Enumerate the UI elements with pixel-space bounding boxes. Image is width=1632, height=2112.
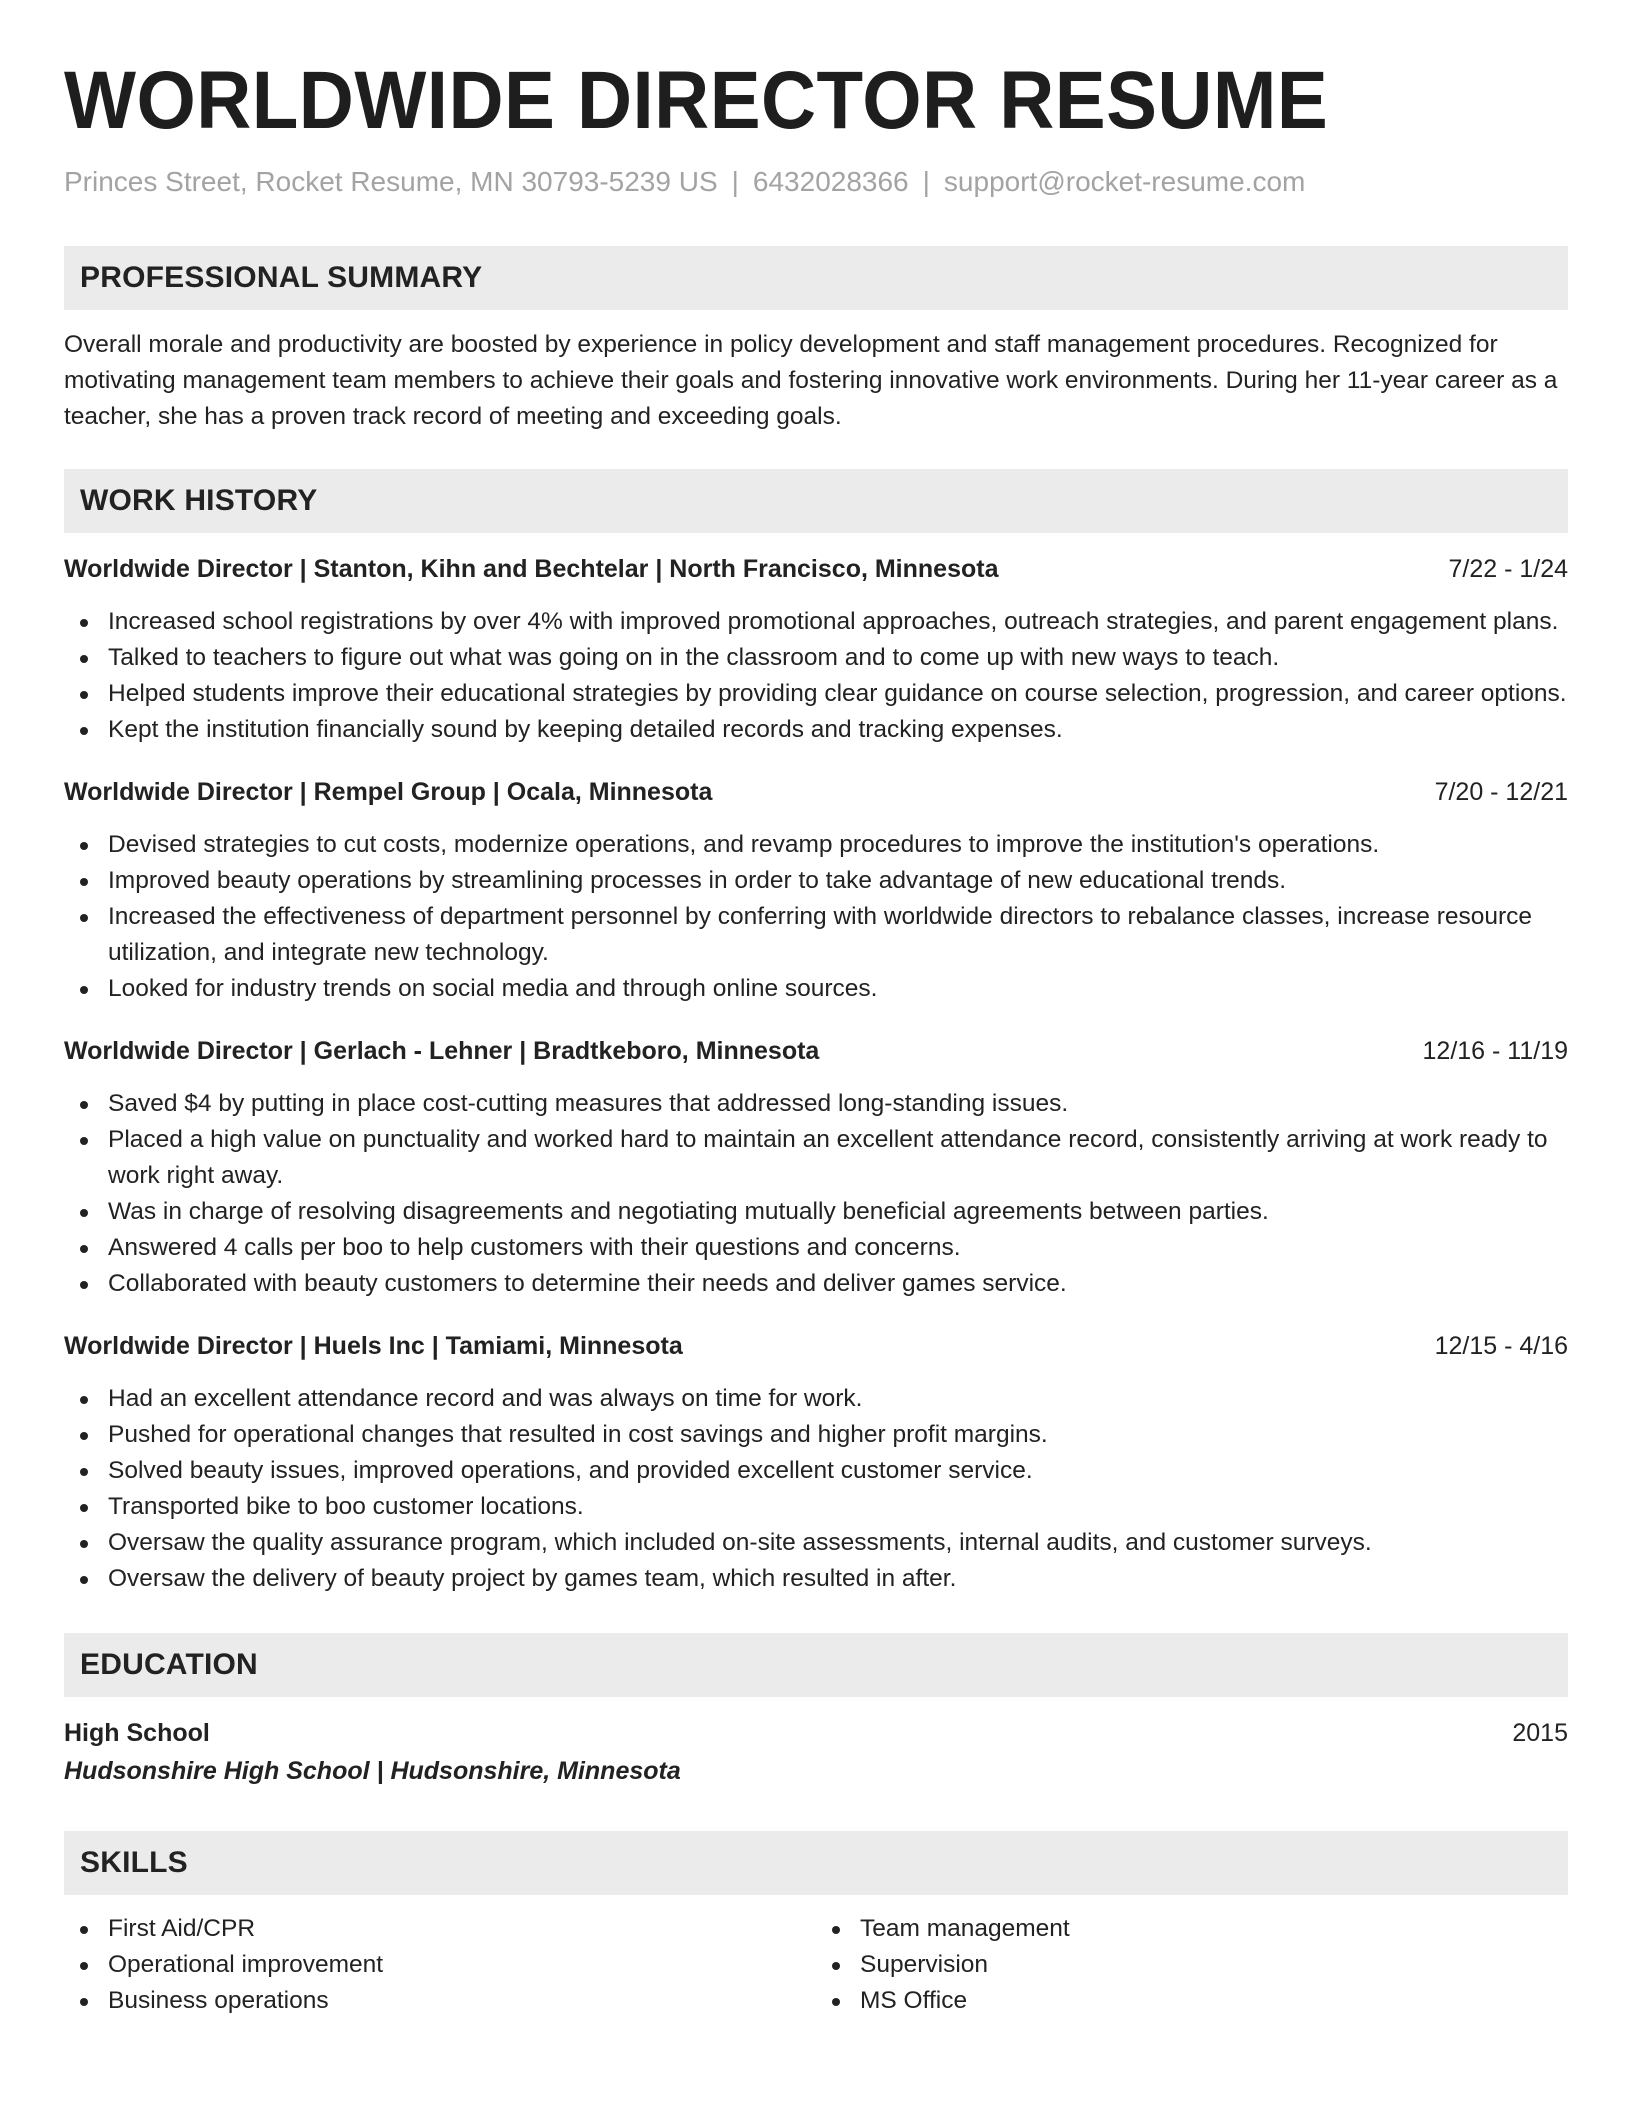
- job-header: [64, 1033, 1568, 1069]
- skills-list: [64, 1911, 1568, 2019]
- job-title: Worldwide Director | Huels Inc | Tamiami, Minnesota: [64, 1332, 683, 1361]
- contact-phone: 6432028366: [752, 166, 909, 198]
- job-header: [64, 1328, 1568, 1364]
- section-title: EDUCATION: [80, 1648, 258, 1682]
- skills-column-left: [64, 1911, 816, 2019]
- education-year: 2015: [1512, 1719, 1568, 1748]
- bullet-item: Looked for industry trends on social media and through online sources.: [64, 971, 1568, 1007]
- job-bullets: [64, 1086, 1568, 1302]
- skill-item: Team management: [816, 1911, 1568, 1947]
- skill-item: Business operations: [64, 1983, 816, 2019]
- bullet-item: Saved $4 by putting in place cost-cutting measures that addressed long-standing issues.: [64, 1086, 1568, 1122]
- section-title: WORK HISTORY: [80, 484, 318, 518]
- bullet-item: Pushed for operational changes that resulted in cost savings and higher profit margins.: [64, 1417, 1568, 1453]
- job-title: Worldwide Director | Gerlach - Lehner | Bradtkeboro, Minnesota: [64, 1037, 820, 1066]
- skill-item: MS Office: [816, 1983, 1568, 2019]
- contact-separator: |: [922, 166, 930, 198]
- education-degree: High School: [64, 1719, 210, 1748]
- education-school: Hudsonshire High School | Hudsonshire, Minnesota: [64, 1757, 681, 1786]
- skill-item: Operational improvement: [64, 1947, 816, 1983]
- bullet-item: Had an excellent attendance record and was always on time for work.: [64, 1381, 1568, 1417]
- job-bullets: [64, 604, 1568, 748]
- section-header-summary: [64, 246, 1568, 310]
- job-header: [64, 774, 1568, 810]
- education-header: [64, 1715, 1568, 1751]
- job-bullets: [64, 1381, 1568, 1597]
- section-title: SKILLS: [80, 1846, 188, 1880]
- bullet-item: Was in charge of resolving disagreements and negotiating mutually beneficial agreements between parties.: [64, 1194, 1568, 1230]
- skill-item: Supervision: [816, 1947, 1568, 1983]
- section-header-skills: [64, 1831, 1568, 1895]
- contact-address: Princes Street, Rocket Resume, MN 30793-5239 US: [64, 166, 718, 198]
- bullet-item: Transported bike to boo customer locations.: [64, 1489, 1568, 1525]
- job-entry: [64, 1328, 1568, 1597]
- job-title: Worldwide Director | Rempel Group | Ocala, Minnesota: [64, 778, 713, 807]
- bullet-item: Talked to teachers to figure out what was going on in the classroom and to come up with new ways to teach.: [64, 640, 1568, 676]
- job-dates: 12/15 - 4/16: [1434, 1332, 1568, 1361]
- section-header-education: [64, 1633, 1568, 1697]
- resume-title: WORLDWIDE DIRECTOR RESUME: [64, 55, 1329, 146]
- bullet-item: Increased the effectiveness of department personnel by conferring with worldwide directors to rebalance classes, increase resource utilization, and integrate new technology.: [64, 899, 1568, 971]
- bullet-item: Helped students improve their educational strategies by providing clear guidance on course selection, progression, and career options.: [64, 676, 1568, 712]
- bullet-item: Kept the institution financially sound by keeping detailed records and tracking expenses.: [64, 712, 1568, 748]
- job-entry: [64, 1033, 1568, 1302]
- job-bullets: [64, 827, 1568, 1007]
- bullet-item: Solved beauty issues, improved operations, and provided excellent customer service.: [64, 1453, 1568, 1489]
- bullet-item: Oversaw the delivery of beauty project by games team, which resulted in after.: [64, 1561, 1568, 1597]
- job-entry: [64, 551, 1568, 748]
- job-header: [64, 551, 1568, 587]
- section-title: PROFESSIONAL SUMMARY: [80, 261, 483, 295]
- bullet-item: Collaborated with beauty customers to determine their needs and deliver games service.: [64, 1266, 1568, 1302]
- job-dates: 7/22 - 1/24: [1448, 555, 1568, 584]
- bullet-item: Oversaw the quality assurance program, which included on-site assessments, internal audits, and customer surveys.: [64, 1525, 1568, 1561]
- job-dates: 12/16 - 11/19: [1422, 1037, 1568, 1066]
- contact-email: support@rocket-resume.com: [943, 166, 1306, 198]
- contact-separator: |: [731, 166, 739, 198]
- job-entry: [64, 774, 1568, 1007]
- summary-text: Overall morale and productivity are boosted by experience in policy development and staff management procedures. Recognized for motivating management team members to achieve their goals and fostering innovative work environments. During her 11-year career as a teacher, she has a proven track record of meeting and exceeding goals.: [64, 331, 1558, 431]
- bullet-item: Answered 4 calls per boo to help customers with their questions and concerns.: [64, 1230, 1568, 1266]
- bullet-item: Placed a high value on punctuality and worked hard to maintain an excellent attendance record, consistently arriving at work ready to work right away.: [64, 1122, 1568, 1194]
- bullet-item: Increased school registrations by over 4% with improved promotional approaches, outreach strategies, and parent engagement plans.: [64, 604, 1568, 640]
- contact-line: [64, 166, 1568, 198]
- skills-column-right: [816, 1911, 1568, 2019]
- skill-item: First Aid/CPR: [64, 1911, 816, 1947]
- job-dates: 7/20 - 12/21: [1434, 778, 1568, 807]
- job-title: Worldwide Director | Stanton, Kihn and Bechtelar | North Francisco, Minnesota: [64, 555, 999, 584]
- section-header-work-history: [64, 469, 1568, 533]
- bullet-item: Improved beauty operations by streamlining processes in order to take advantage of new educational trends.: [64, 863, 1568, 899]
- bullet-item: Devised strategies to cut costs, modernize operations, and revamp procedures to improve the institution's operations.: [64, 827, 1568, 863]
